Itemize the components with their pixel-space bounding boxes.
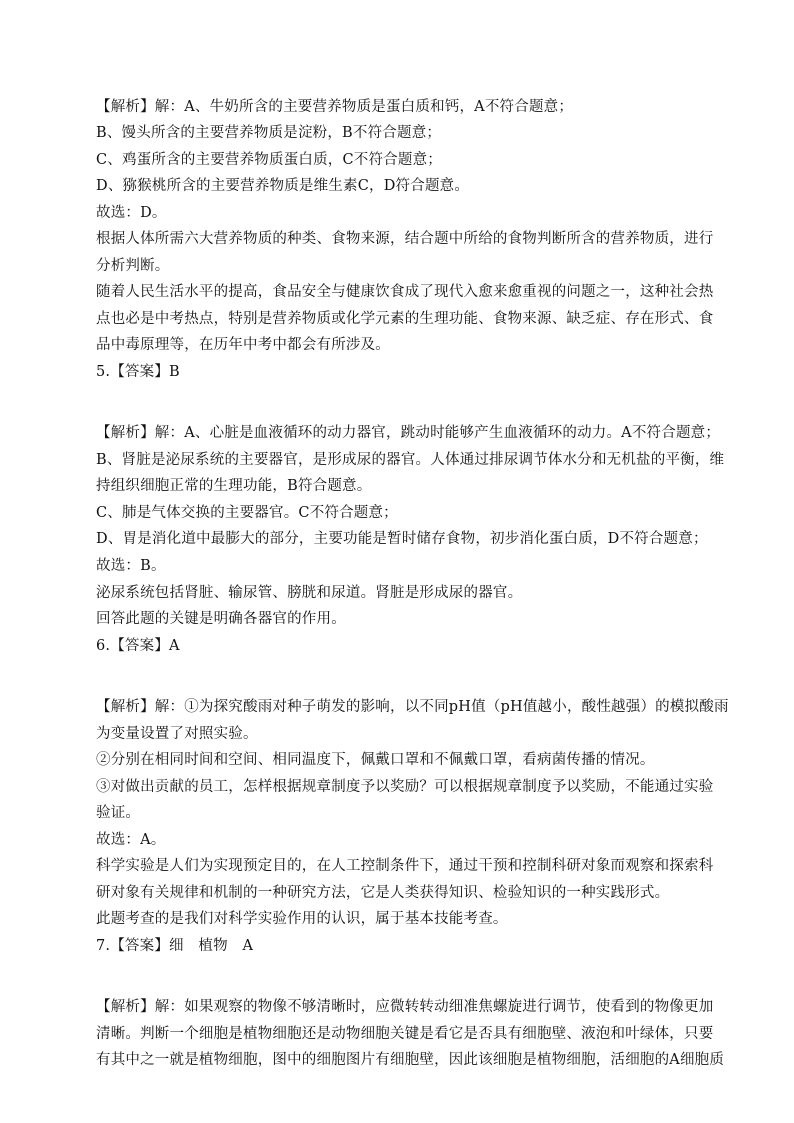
text-line: 泌尿系统包括肾脏、输尿管、膀胱和尿道。肾脏是形成尿的器官。 bbox=[96, 585, 523, 601]
answer-heading: 5.【答案】B bbox=[96, 364, 180, 380]
text-line: 有其中之一就是植物细胞，图中的细胞图片有细胞壁，因此该细胞是植物细胞，活细胞的A细胞质 bbox=[96, 1052, 725, 1068]
text-line: 此题考查的是我们对科学实验作用的认识，属于基本技能考查。 bbox=[96, 911, 508, 927]
text-line: 为变量设置了对照实验。 bbox=[96, 726, 258, 742]
text-line: 验证。 bbox=[96, 805, 141, 821]
text-line: 分析判断。 bbox=[96, 258, 170, 274]
text-line: 清晰。判断一个细胞是植物细胞还是动物细胞关键是看它是否具有细胞壁、液泡和叶绿体，只要 bbox=[96, 1026, 714, 1042]
text-line: 【解析】解：如果观察的物像不够清晰时，应微转转动细准焦螺旋进行调节，使看到的物像更加 bbox=[96, 999, 714, 1015]
text-line: 故选：D。 bbox=[96, 205, 167, 221]
text-line: C、肺是气体交换的主要器官。C不符合题意； bbox=[96, 505, 398, 521]
text-line: D、胃是消化道中最膨大的部分，主要功能是暂时储存食物，初步消化蛋白质，D不符合题意； bbox=[96, 531, 708, 547]
answer-heading: 6.【答案】A bbox=[96, 638, 180, 654]
text-line: 故选：B。 bbox=[96, 558, 166, 574]
text-line: 【解析】解：①为探究酸雨对种子萌发的影响，以不同pH值（pH值越小，酸性越强）的模拟酸雨 bbox=[96, 699, 729, 715]
text-line: ③对做出贡献的员工，怎样根据规章制度予以奖励？可以根据规章制度予以奖励，不能通过实验 bbox=[96, 779, 714, 795]
text-line: 故选：A。 bbox=[96, 832, 166, 848]
text-line: ②分别在相同时间和空间、相同温度下，佩戴口罩和不佩戴口罩，看病菌传播的情况。 bbox=[96, 752, 655, 768]
text-line: 随着人民生活水平的提高，食品安全与健康饮食成了现代入愈来愈重视的问题之一，这种社会热 bbox=[96, 284, 714, 300]
text-line: 科学实验是人们为实现预定目的，在人工控制条件下，通过干预和控制科研对象而观察和探索科 bbox=[96, 858, 714, 874]
text-line: B、肾脏是泌尿系统的主要器官，是形成尿的器官。人体通过排尿调节体水分和无机盐的平衡，维 bbox=[96, 452, 725, 468]
text-line: C、鸡蛋所含的主要营养物质蛋白质，C不符合题意； bbox=[96, 152, 442, 168]
text-line: 根据人体所需六大营养物质的种类、食物来源，结合题中所给的食物判断所含的营养物质，进行 bbox=[96, 231, 714, 247]
text-line: D、猕猴桃所含的主要营养物质是维生素C，D符合题意。 bbox=[96, 178, 470, 194]
text-line: 持组织细胞正常的生理功能，B符合题意。 bbox=[96, 478, 372, 494]
text-line: 【解析】解：A、心脏是血液循环的动力器官，跳动时能够产生血液循环的动力。A不符合题意； bbox=[96, 425, 721, 441]
text-line: 研对象有关规律和机制的一种研究方法，它是人类获得知识、检验知识的一种实践形式。 bbox=[96, 885, 670, 901]
answer-heading: 7.【答案】细 植物 A bbox=[96, 938, 254, 954]
text-line: 【解析】解：A、牛奶所含的主要营养物质是蛋白质和钙，A不符合题意； bbox=[96, 99, 574, 115]
text-line: B、馒头所含的主要营养物质是淀粉，B不符合题意； bbox=[96, 125, 442, 141]
text-line: 品中毒原理等，在历年中考中都会有所涉及。 bbox=[96, 337, 390, 353]
text-line: 回答此题的关键是明确各器官的作用。 bbox=[96, 611, 346, 627]
text-line: 点也必是中考热点，特别是营养物质或化学元素的生理功能、食物来源、缺乏症、存在形式、食 bbox=[96, 311, 714, 327]
